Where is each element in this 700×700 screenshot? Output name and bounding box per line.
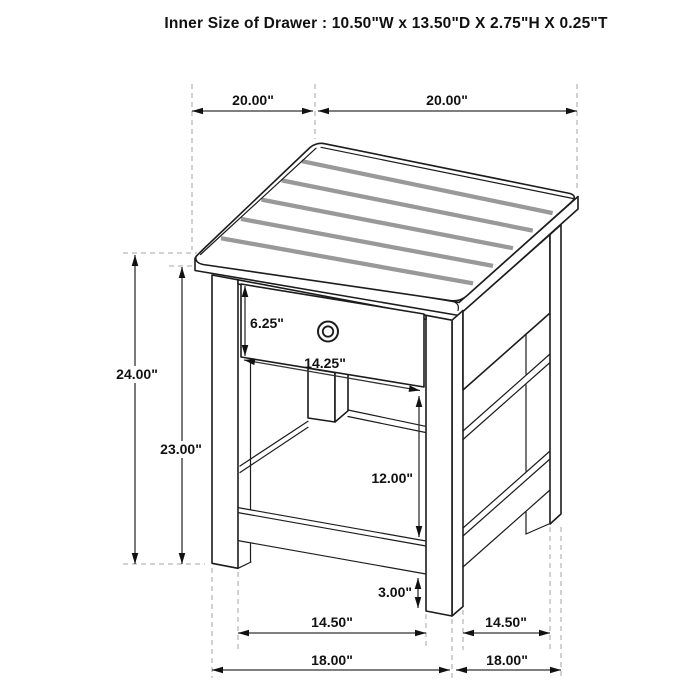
dimension-side-outer-depth (456, 652, 561, 673)
side-shelf-rail-bottom (463, 490, 550, 567)
left-leg-bottom-edge (238, 562, 251, 568)
drawer-to-shelf-label: 12.00" (371, 470, 413, 486)
side-shelf-edge (463, 451, 550, 528)
top-width-label: 20.00" (426, 92, 468, 108)
side-outer-depth-label: 18.00" (486, 652, 528, 668)
drawer-width-label: 14.25" (304, 355, 346, 371)
interior-structure (238, 361, 426, 574)
drawer-height-label: 6.25" (250, 315, 284, 331)
top-depth-label: 20.00" (232, 92, 274, 108)
body-height-label: 23.00" (160, 441, 202, 457)
dimension-top-width (318, 92, 577, 114)
front-inner-gap-label: 14.50" (311, 614, 353, 630)
back-apron-thickness-edge (348, 417, 425, 433)
drawer-center-support (308, 368, 335, 422)
front-right-leg (426, 315, 452, 616)
dimension-front-outer-width (212, 652, 450, 673)
side-inner-gap-label: 14.50" (485, 614, 527, 630)
rail-to-floor-label: 3.00" (378, 584, 412, 600)
side-shelf-rail-top (463, 459, 550, 536)
shelf-rail-top-edge (238, 513, 426, 546)
dimension-drawer-to-shelf (371, 396, 422, 537)
front-right-leg-side (452, 311, 463, 617)
shelf-front-edge (238, 508, 426, 541)
rear-right-leg (550, 225, 561, 524)
cabinet-front (212, 275, 452, 616)
dimension-body-height (156, 267, 206, 564)
dimension-overall-height (112, 255, 162, 564)
front-outer-width-label: 18.00" (311, 652, 353, 668)
dimension-front-inner-gap (238, 614, 426, 636)
front-left-leg (212, 275, 238, 568)
dimension-side-inner-gap (463, 614, 550, 636)
dimension-rail-to-floor (378, 578, 421, 608)
shelf-rail-bottom-edge (238, 541, 426, 574)
back-apron-bottom-edge (348, 410, 425, 426)
dimension-top-depth (192, 92, 313, 114)
drawer-inner-size-title: Inner Size of Drawer : 10.50"W x 13.50"D X 2.75"H X 0.25"T (164, 15, 608, 32)
overall-height-label: 24.00" (116, 366, 158, 382)
